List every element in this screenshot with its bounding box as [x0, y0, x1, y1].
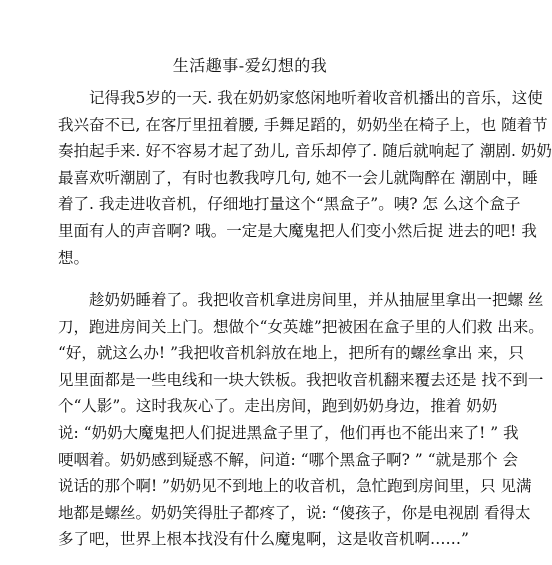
paragraph-line: 记得我5岁的一天. 我在奶奶家悠闲地听着收音机播出的音乐，这使	[58, 89, 543, 107]
paragraph-line: 最喜欢听潮剧了，有时也教我哼几句, 她不一会儿就陶醉在 潮剧中，睡	[58, 168, 538, 187]
paragraph-2	[58, 287, 544, 553]
document-title: 生活趣事-爱幻想的我	[172, 56, 328, 75]
paragraph-line: 趁奶奶睡着了。我把收音机拿进房间里，并从抽屉里拿出一把螺 丝	[58, 291, 544, 309]
paragraph-line: 哽咽着。奶奶感到疑惑不解，问道: “哪个黑盒子啊? ” “就是那个 会	[58, 450, 519, 469]
paragraph-line: “好，就这么办! ”我把收音机斜放在地上，把所有的螺丝拿出 来，只	[58, 344, 524, 363]
paragraph-line: 奏拍起手来. 好不容易才起了劲儿, 音乐却停了. 随后就响起了 潮剧. 奶奶	[58, 142, 552, 161]
paragraph-line: 个“人影”。这时我灰心了。走出房间，跑到奶奶身边，推着 奶奶	[58, 397, 498, 416]
paragraph-1	[58, 85, 552, 271]
paragraph-line: 里面有人的声音啊? 哦。一定是大魔鬼把人们变小然后捉 进去的吧! 我	[58, 221, 537, 240]
paragraph-line: 着了. 我走进收音机，仔细地打量这个“黑盒子”。咦? 怎 么这个盒子	[58, 195, 521, 214]
paragraph-line: 说: “奶奶大魔鬼把人们捉进黑盒子里了，他们再也不能出来了! ” 我	[58, 423, 519, 442]
paragraph-line: 想。	[58, 248, 90, 267]
paragraph-line: 见里面都是一些电线和一块大铁板。我把收音机翻来覆去还是 找不到一	[58, 370, 544, 389]
paragraph-line: 刀，跑进房间关上门。想做个“女英雄”把被困在盒子里的人们救 出来。	[58, 317, 544, 336]
paragraph-line: 多了吧，世界上根本找没有什么魔鬼啊，这是收音机啊……”	[58, 530, 469, 549]
paragraph-line: 地都是螺丝。奶奶笑得肚子都疼了，说: “傻孩子，你是电视剧 看得太	[58, 503, 531, 522]
paragraph-line: 说话的那个啊! ”奶奶见不到地上的收音机，急忙跑到房间里，只 见满	[58, 477, 532, 496]
paragraph-line: 我兴奋不已, 在客厅里扭着腰, 手舞足蹈的，奶奶坐在椅子上，也 随着节	[58, 115, 548, 134]
